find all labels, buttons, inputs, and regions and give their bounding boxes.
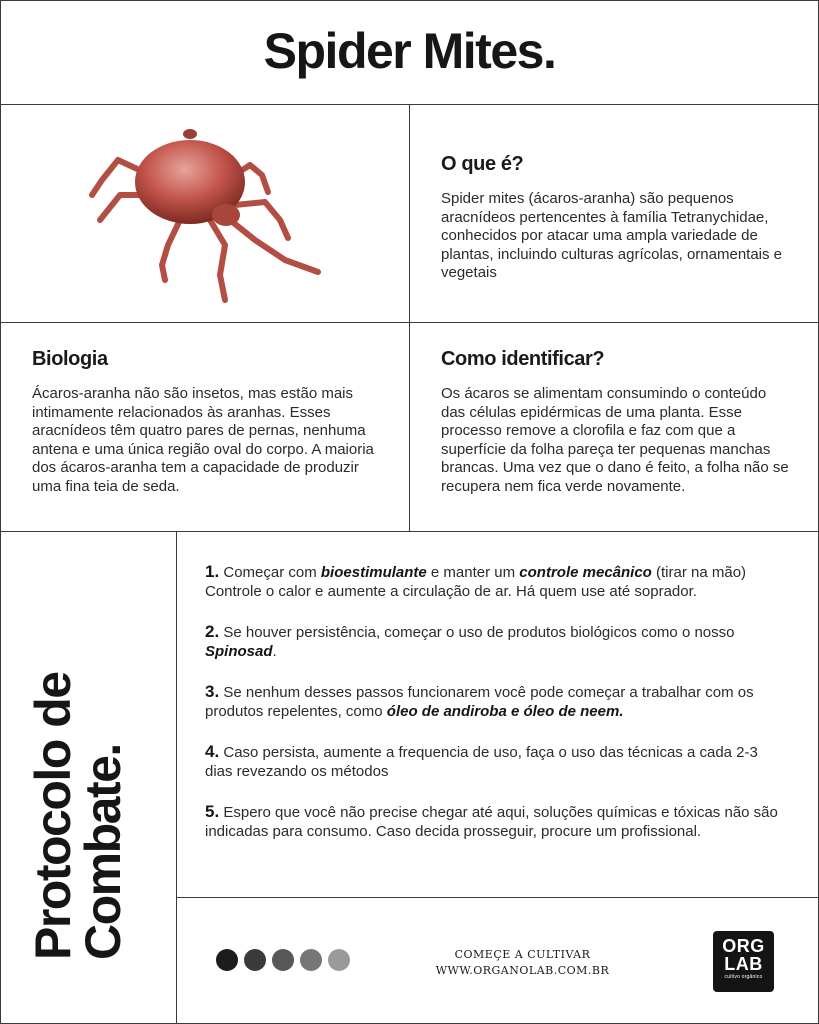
biology-body: Ácaros-aranha não são insetos, mas estão mais intimamente relacionados às aranhas. Esses aracnídeos têm quatro pares de pernas, nenhuma antena e uma única região oval do corpo. A maioria dos ácaros-aranha tem a capacidade de produzir uma fina teia de seda. — [32, 385, 374, 495]
identify-section — [441, 348, 791, 496]
divider — [176, 897, 819, 898]
protocol-steps — [205, 563, 785, 863]
protocol-title-line2: Combate. — [75, 744, 131, 960]
protocol-step-4: 4. Caso persista, aumente a frequencia de uso, faça o uso das técnicas a cada 2-3 dias revezando os métodos — [205, 742, 758, 780]
logo-tagline: cultivo orgânico — [724, 974, 763, 980]
protocol-step-5: 5. Espero que você não precise chegar até aqui, soluções químicas e tóxicas não são indicadas para consumo. Caso decida prosseguir, procure um profissional. — [205, 802, 778, 840]
divider — [409, 104, 410, 532]
orglab-logo — [713, 931, 774, 992]
protocol-step-2: 2. Se houver persistência, começar o uso de produtos biológicos como o nosso Spinosad. — [205, 622, 735, 660]
logo-line2: LAB — [724, 954, 763, 974]
dot — [300, 949, 322, 971]
cta-text: COMEÇE A CULTIVAR — [454, 948, 591, 961]
logo-line1: ORG — [722, 936, 765, 956]
protocol-step-1: 1. Começar com bioestimulante e manter um controle mecânico (tirar na mão) Controle o calor e aumente a circulação de ar. Há quem use até soprador. — [205, 562, 747, 600]
identify-heading: Como identificar? — [441, 348, 605, 370]
biology-heading: Biologia — [32, 348, 108, 370]
what-is-body: Spider mites (ácaros-aranha) são pequenos aracnídeos pertencentes à família Tetranychidae, conhecidos por atacar uma ampla variedade de plantas, incluindo culturas agrícolas, ornamentais e vegetais — [441, 190, 783, 281]
what-is-section — [441, 153, 791, 283]
website-link[interactable]: WWW.ORGANOLAB.COM.BR — [435, 964, 610, 977]
spider-mite-image — [80, 120, 330, 310]
dot — [328, 949, 350, 971]
protocol-title — [25, 672, 131, 960]
cta-block — [400, 947, 645, 979]
identify-body: Os ácaros se alimentam consumindo o conteúdo das células epidérmicas de uma planta. Esse processo remove a clorofila e faz com que a superfície da folha pareça ter pequenas manchas brancas. Uma vez que o dano é feito, a folha não se recupera nem fica verde novamente. — [441, 385, 789, 495]
dot — [244, 949, 266, 971]
what-is-heading: O que é? — [441, 153, 524, 175]
dot — [216, 949, 238, 971]
spider-mite-image-cell — [0, 105, 409, 322]
color-dots — [216, 949, 350, 971]
divider — [176, 531, 177, 1024]
protocol-step-3: 3. Se nenhum desses passos funcionarem você pode começar a trabalhar com os produtos repelentes, como óleo de andiroba e óleo de neem. — [205, 682, 754, 720]
page-title: Spider Mites. — [263, 23, 556, 79]
biology-section — [32, 348, 382, 496]
dot — [272, 949, 294, 971]
protocol-title-line1: Protocolo de — [25, 672, 81, 960]
